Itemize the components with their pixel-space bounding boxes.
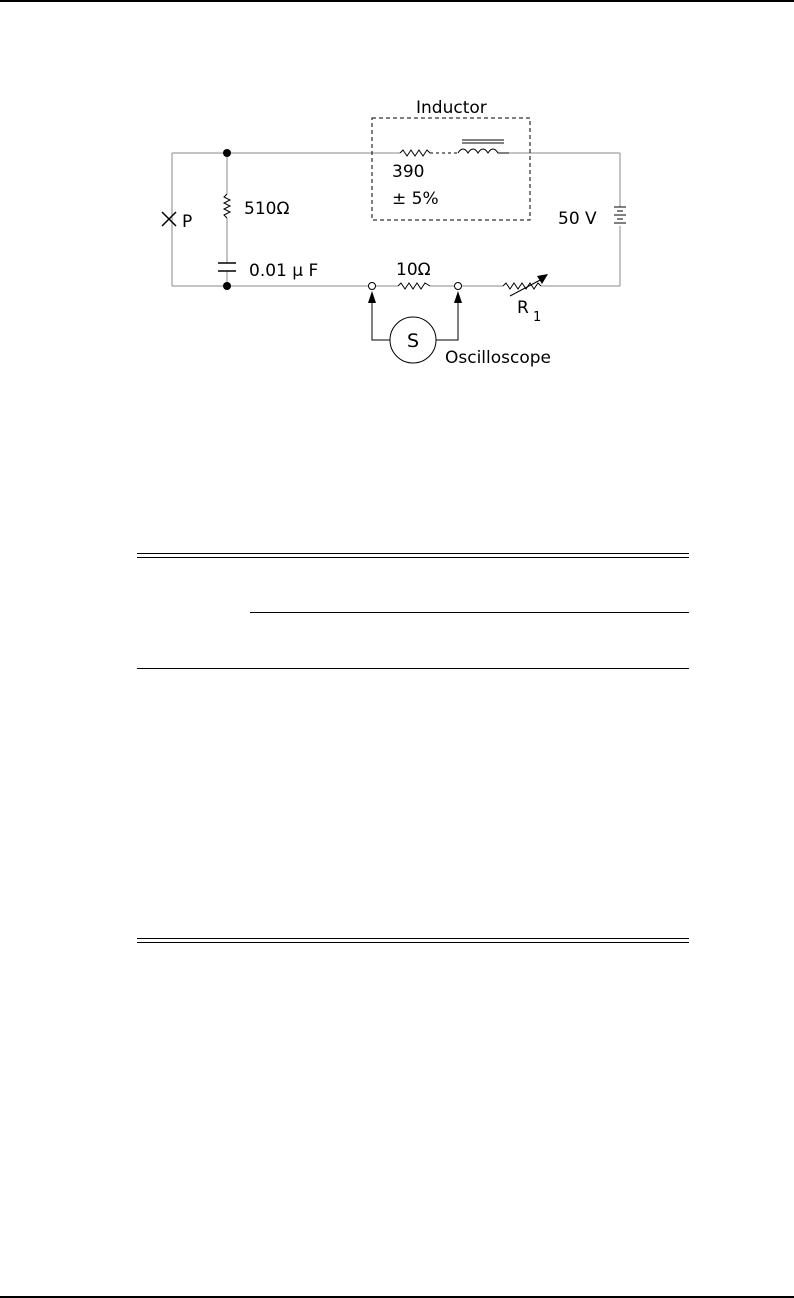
variable-resistor-arrow-head	[537, 274, 548, 284]
table-header-subrule	[250, 612, 689, 613]
capacitor-label: 0.01 μ F	[249, 261, 319, 281]
inductor-tolerance-label: ± 5%	[392, 189, 439, 209]
variable-resistor-subscript: 1	[533, 310, 542, 325]
oscilloscope-label: Oscilloscope	[445, 348, 552, 368]
shunt-resistor-label: 510Ω	[244, 199, 290, 219]
variable-resistor-arrow-shaft	[510, 278, 544, 296]
scope-lead-left-arrow	[368, 291, 376, 303]
circuit-diagram	[0, 0, 794, 400]
point-label: P	[182, 212, 193, 232]
junction-dot-top	[223, 149, 231, 157]
table-header-rule	[137, 668, 689, 669]
junction-dot-bottom	[223, 282, 231, 290]
table-bottom-rule-2	[137, 942, 689, 943]
table-bottom-rule-1	[137, 938, 689, 939]
oscilloscope-symbol-label: S	[406, 330, 420, 352]
scope-lead-left	[372, 302, 390, 340]
inductor-resistance-label: 390	[392, 162, 425, 182]
inductor-resistor-symbol	[400, 150, 430, 156]
variable-resistor-label: R	[517, 298, 529, 318]
variable-resistor-symbol	[503, 283, 541, 289]
battery-voltage-label: 50 V	[558, 209, 597, 229]
probe-terminal-right	[455, 283, 462, 290]
scope-lead-right	[436, 302, 458, 340]
sense-resistor-symbol	[398, 283, 430, 289]
inductor-label: Inductor	[416, 98, 487, 118]
sense-resistor-label: 10Ω	[396, 260, 431, 280]
probe-terminal-left	[369, 283, 376, 290]
table-top-rule-1	[137, 553, 689, 554]
battery-symbol	[614, 207, 626, 223]
shunt-resistor-symbol	[224, 194, 230, 218]
inductor-coil-symbol	[458, 149, 509, 153]
table-top-rule-2	[137, 557, 689, 558]
scope-lead-right-arrow	[454, 291, 462, 303]
